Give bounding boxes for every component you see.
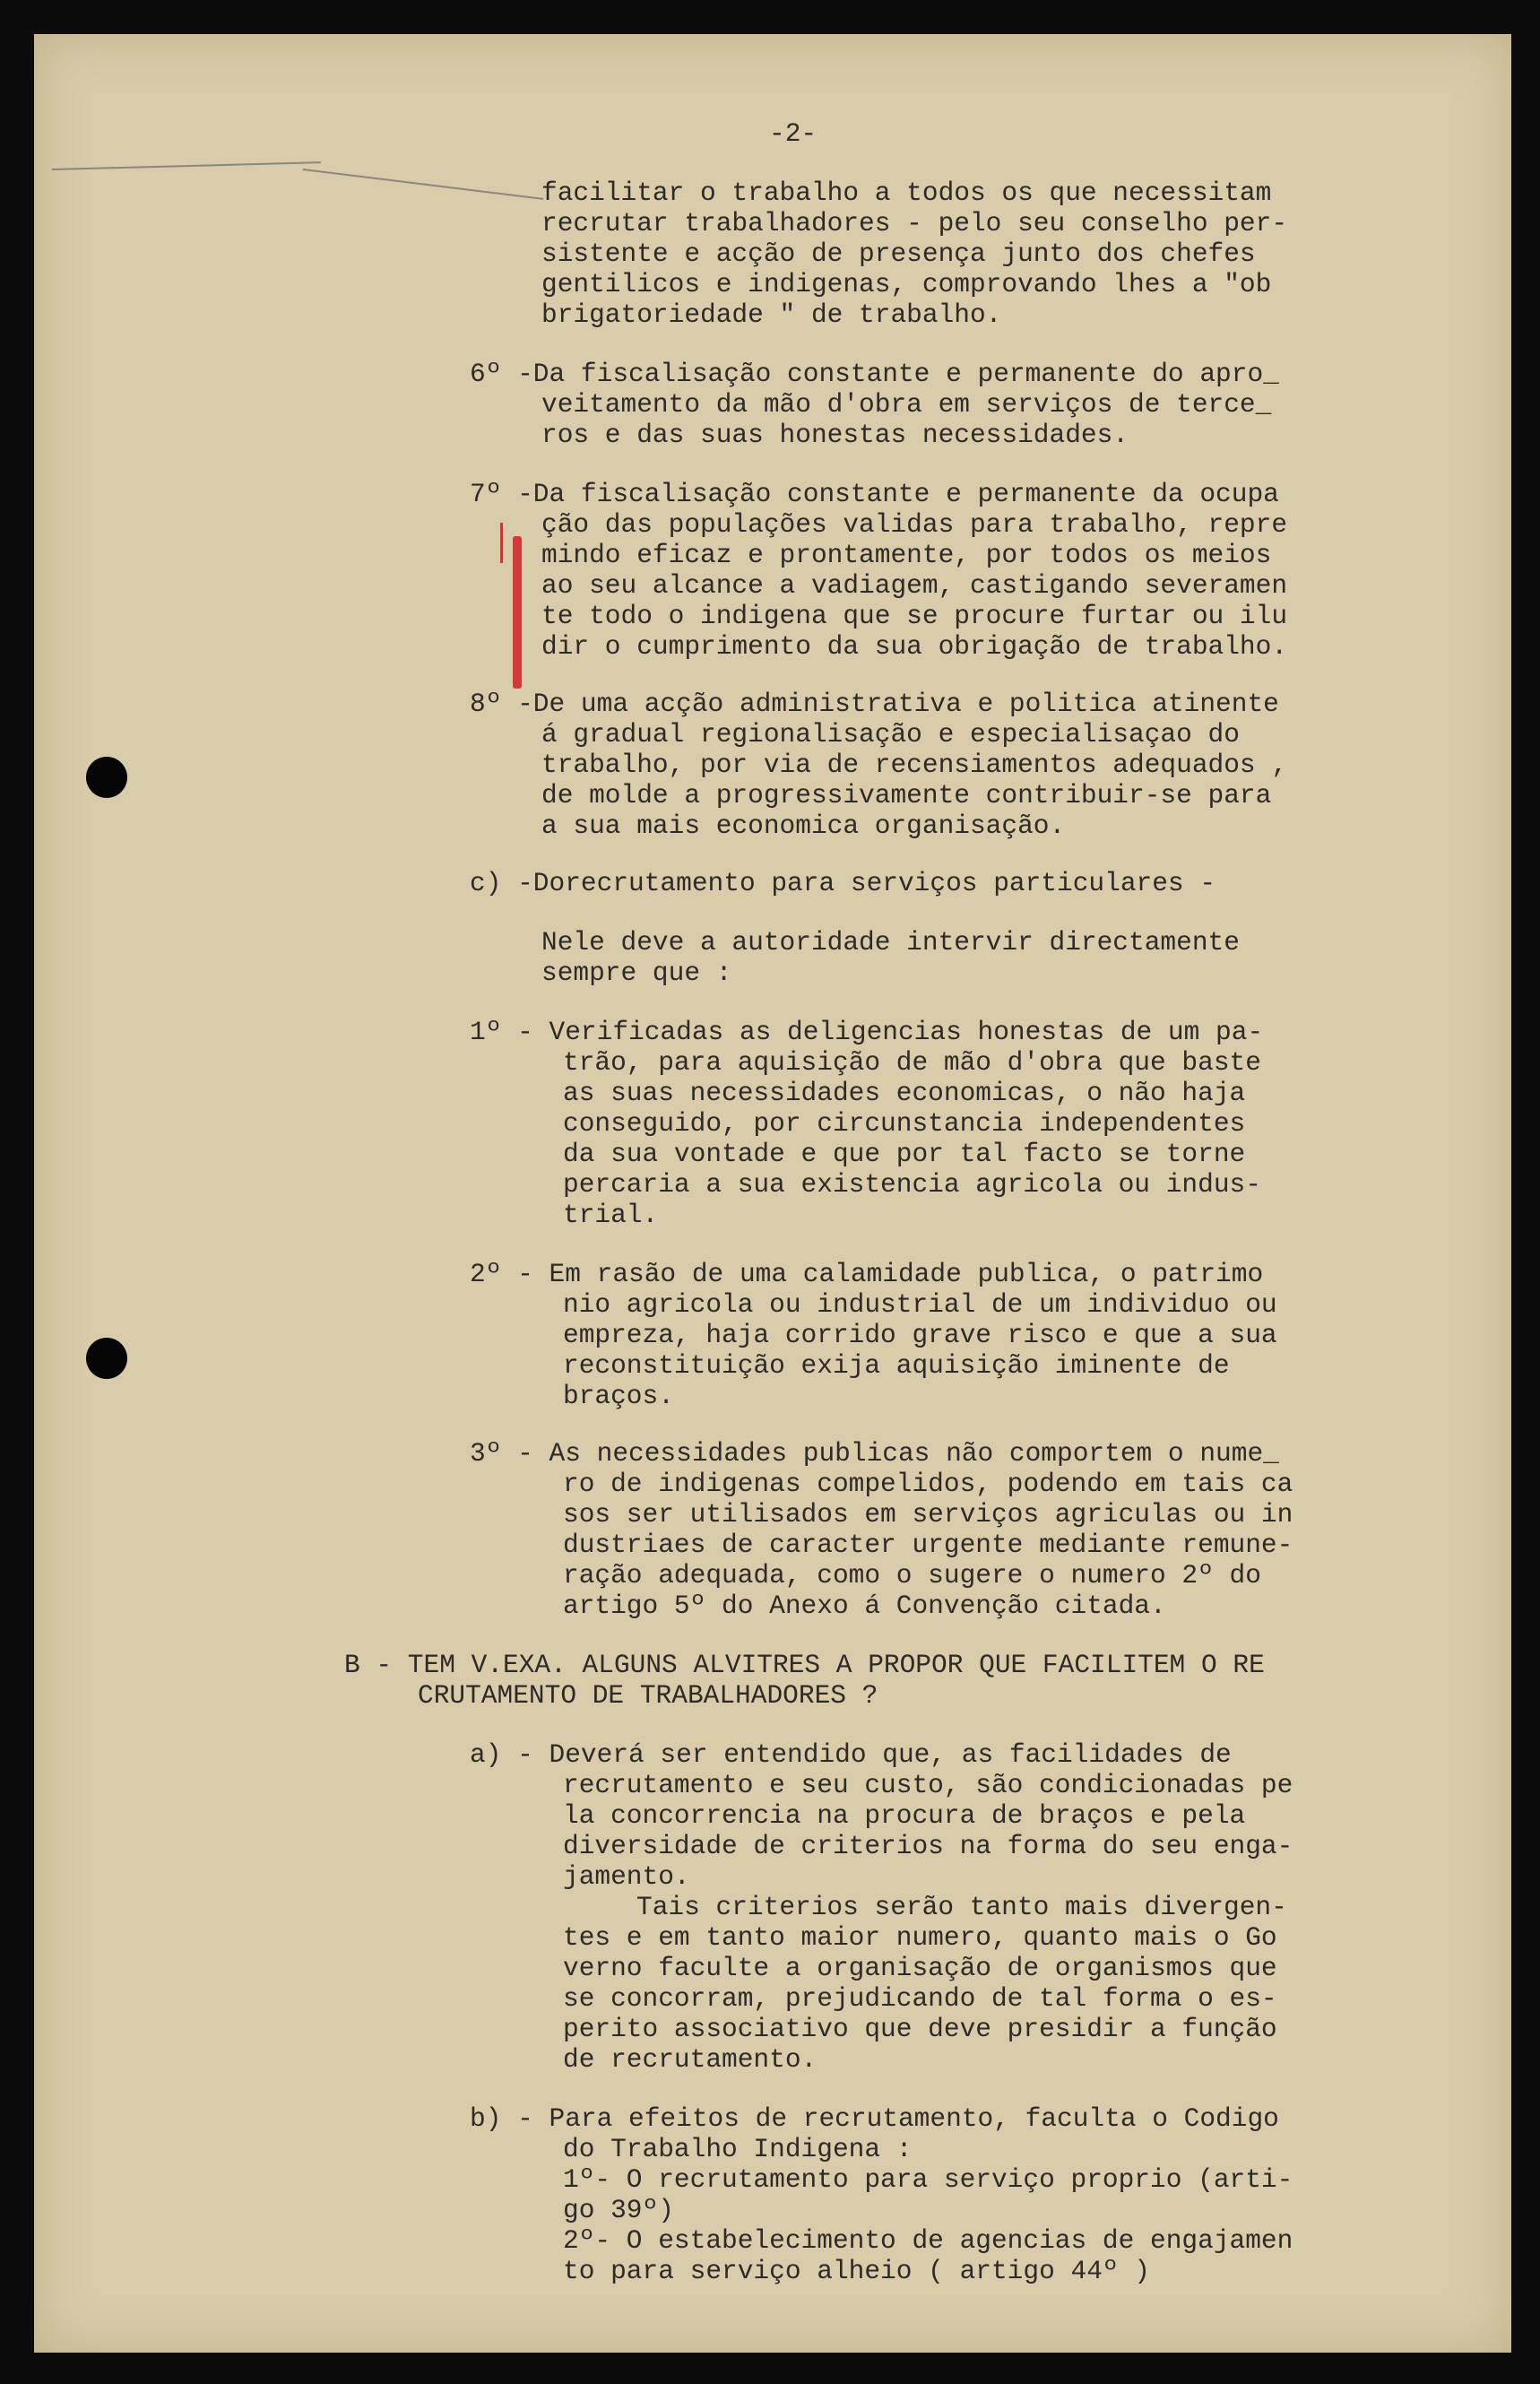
text-line: dustriaes de caracter urgente mediante remune- bbox=[563, 1530, 1293, 1560]
text-line: verno faculte a organisação de organismos que bbox=[563, 1953, 1277, 1983]
punch-hole-top bbox=[86, 757, 127, 798]
text-line: 1º - Verificadas as deligencias honestas de um pa- bbox=[470, 1017, 1264, 1047]
text-line: se concorram, prejudicando de tal forma o es- bbox=[563, 1983, 1277, 2014]
text-line: nio agricola ou industrial de um individuo ou bbox=[563, 1289, 1277, 1320]
text-line: 7º -Da fiscalisação constante e permanente da ocupa bbox=[470, 479, 1279, 509]
pencil-mark bbox=[303, 169, 543, 200]
text-line: 8º -De uma acção administrativa e politica atinente bbox=[470, 689, 1279, 719]
text-line: á gradual regionalisação e especialisaçao do bbox=[541, 719, 1240, 750]
text-line: Nele deve a autoridade intervir directamente bbox=[541, 927, 1240, 958]
text-line: reconstituição exija aquisição iminente de bbox=[563, 1350, 1230, 1381]
text-line: jamento. bbox=[563, 1861, 690, 1892]
text-line: ro de indigenas compelidos, podendo em tais ca bbox=[563, 1469, 1293, 1499]
text-line: empreza, haja corrido grave risco e que a sua bbox=[563, 1320, 1277, 1350]
text-line: da sua vontade e que por tal facto se torne bbox=[563, 1139, 1246, 1169]
text-line: a sua mais economica organisação. bbox=[541, 811, 1066, 841]
text-line: 2º- O estabelecimento de agencias de engajamen bbox=[563, 2225, 1293, 2256]
text-line: sempre que : bbox=[541, 958, 732, 988]
section-heading: CRUTAMENTO DE TRABALHADORES ? bbox=[418, 1680, 878, 1711]
text-line: braços. bbox=[563, 1381, 674, 1411]
text-line: facilitar o trabalho a todos os que necessitam bbox=[541, 178, 1272, 208]
text-line: 3º - As necessidades publicas não comportem o nume_ bbox=[470, 1438, 1279, 1469]
text-line: go 39º) bbox=[563, 2195, 674, 2225]
red-margin-mark bbox=[513, 536, 522, 689]
red-margin-mark bbox=[500, 523, 503, 563]
text-line: diversidade de criterios na forma do seu enga- bbox=[563, 1831, 1293, 1861]
text-line: percaria a sua existencia agricola ou indus- bbox=[563, 1169, 1261, 1200]
text-line: artigo 5º do Anexo á Convenção citada. bbox=[563, 1591, 1166, 1621]
text-line: a) - Deverá ser entendido que, as facilidades de bbox=[470, 1739, 1232, 1770]
text-line: te todo o indigena que se procure furtar ou ilu bbox=[541, 601, 1288, 631]
section-heading: B - TEM V.EXA. ALGUNS ALVITRES A PROPOR QUE FACILITEM O RE bbox=[344, 1650, 1265, 1680]
text-line: trial. bbox=[563, 1200, 659, 1230]
text-line: 2º - Em rasão de uma calamidade publica, o patrimo bbox=[470, 1259, 1264, 1289]
text-line: de molde a progressivamente contribuir-se para bbox=[541, 780, 1272, 811]
text-line: la concorrencia na procura de braços e pela bbox=[563, 1800, 1246, 1831]
text-line: tes e em tanto maior numero, quanto mais o Go bbox=[563, 1922, 1277, 1953]
pencil-mark bbox=[52, 161, 321, 170]
text-line: recrutar trabalhadores - pelo seu conselho per- bbox=[541, 208, 1288, 238]
text-line: mindo eficaz e prontamente, por todos os meios bbox=[541, 540, 1272, 570]
text-line: ao seu alcance a vadiagem, castigando severamen bbox=[541, 570, 1288, 601]
text-line: dir o cumprimento da sua obrigação de trabalho. bbox=[541, 631, 1288, 662]
text-line: recrutamento e seu custo, são condicionadas pe bbox=[563, 1770, 1293, 1800]
punch-hole-bottom bbox=[86, 1338, 127, 1379]
text-line: to para serviço alheio ( artigo 44º ) bbox=[563, 2256, 1151, 2286]
text-line: b) - Para efeitos de recrutamento, faculta o Codigo bbox=[470, 2103, 1279, 2134]
text-line: trabalho, por via de recensiamentos adequados , bbox=[541, 750, 1288, 780]
text-line: sistente e acção de presença junto dos chefes bbox=[541, 238, 1256, 269]
page-number: -2- bbox=[769, 118, 818, 149]
section-heading: c) -Dorecrutamento para serviços particulares - bbox=[470, 868, 1216, 898]
text-line: ção das populações validas para trabalho, repre bbox=[541, 509, 1288, 540]
text-line: 6º -Da fiscalisação constante e permanente do apro_ bbox=[470, 359, 1279, 389]
text-line: Tais criterios serão tanto mais divergen- bbox=[636, 1892, 1287, 1922]
text-line: veitamento da mão d'obra em serviços de terce_ bbox=[541, 389, 1272, 420]
text-line: brigatoriedade " de trabalho. bbox=[541, 299, 1002, 330]
text-line: gentilicos e indigenas, comprovando lhes a "ob bbox=[541, 269, 1272, 299]
text-line: sos ser utilisados em serviços agriculas ou in bbox=[563, 1499, 1293, 1530]
text-line: as suas necessidades economicas, o não haja bbox=[563, 1078, 1246, 1108]
text-line: ros e das suas honestas necessidades. bbox=[541, 420, 1129, 450]
text-line: 1º- O recrutamento para serviço proprio (arti- bbox=[563, 2164, 1293, 2195]
text-line: conseguido, por circunstancia independentes bbox=[563, 1108, 1246, 1139]
text-line: do Trabalho Indigena : bbox=[563, 2134, 913, 2164]
text-line: de recrutamento. bbox=[563, 2044, 818, 2075]
text-line: trão, para aquisição de mão d'obra que baste bbox=[563, 1047, 1261, 1078]
text-line: perito associativo que deve presidir a função bbox=[563, 2014, 1277, 2044]
text-line: ração adequada, como o sugere o numero 2º do bbox=[563, 1560, 1261, 1591]
